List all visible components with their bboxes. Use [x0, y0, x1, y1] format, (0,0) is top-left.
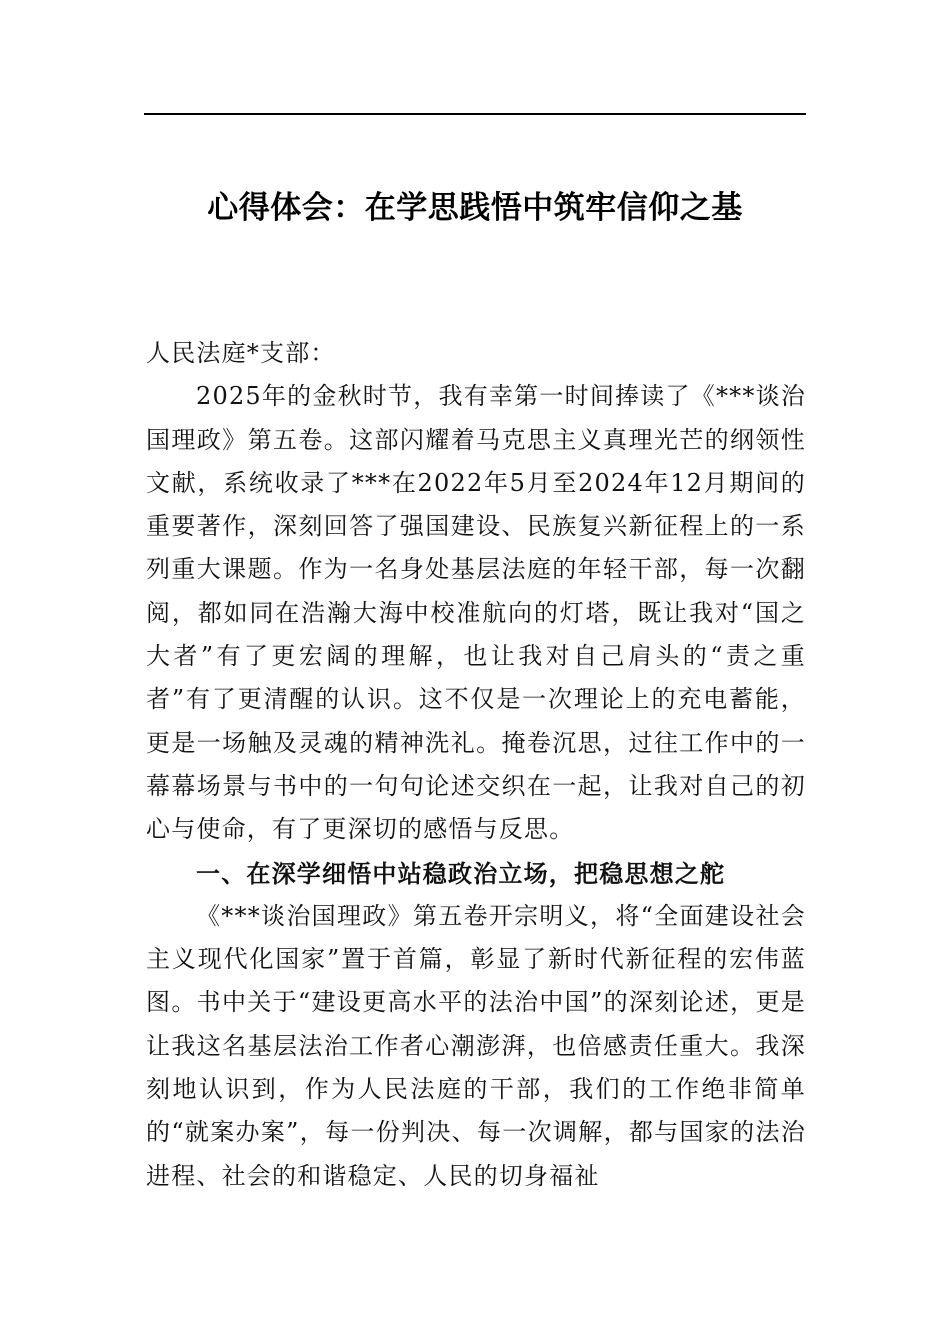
- section-heading-1: 一、在深学细悟中站稳政治立场，把稳思想之舵: [196, 858, 726, 888]
- document-title: 心得体会：在学思践悟中筑牢信仰之基: [207, 190, 743, 226]
- document-body: [146, 332, 806, 1198]
- header-rule: [144, 113, 806, 115]
- paragraph-intro: 2025年的金秋时节，我有幸第一时间捧读了《***谈治国理政》第五卷。这部闪耀着马克思主义真理光芒的纲领性文献，系统收录了***在2022年5月至2024年12月期间的重要著作，深刻回答了强国建设、民族复兴新征程上的一系列重大课题。作为一名身处基层法庭的年轻干部，每一次翻阅，都如同在浩瀚大海中校准航向的灯塔，既让我对“国之大者”有了更宏阔的理解，也让我对自己肩头的“责之重者”有了更清醒的认识。这不仅是一次理论上的充电蓄能，更是一场触及灵魂的精神洗礼。掩卷沉思，过往工作中的一幕幕场景与书中的一句句论述交织在一起，让我对自己的初心与使命，有了更深切的感悟与反思。: [146, 382, 806, 844]
- salutation: 人民法庭*支部：: [146, 339, 336, 367]
- paragraph-section-1: 《***谈治国理政》第五卷开宗明义，将“全面建设社会主义现代化国家”置于首篇，彰显了新时代新征程的宏伟蓝图。书中关于“建设更高水平的法治中国”的深刻论述，更是让我这名基层法治工作者心潮澎湃，也倍感责任重大。我深刻地认识到，作为人民法庭的干部，我们的工作绝非简单的“就案办案”，每一份判决、每一次调解，都与国家的法治进程、社会的和谐稳定、人民的切身福祉: [146, 901, 806, 1190]
